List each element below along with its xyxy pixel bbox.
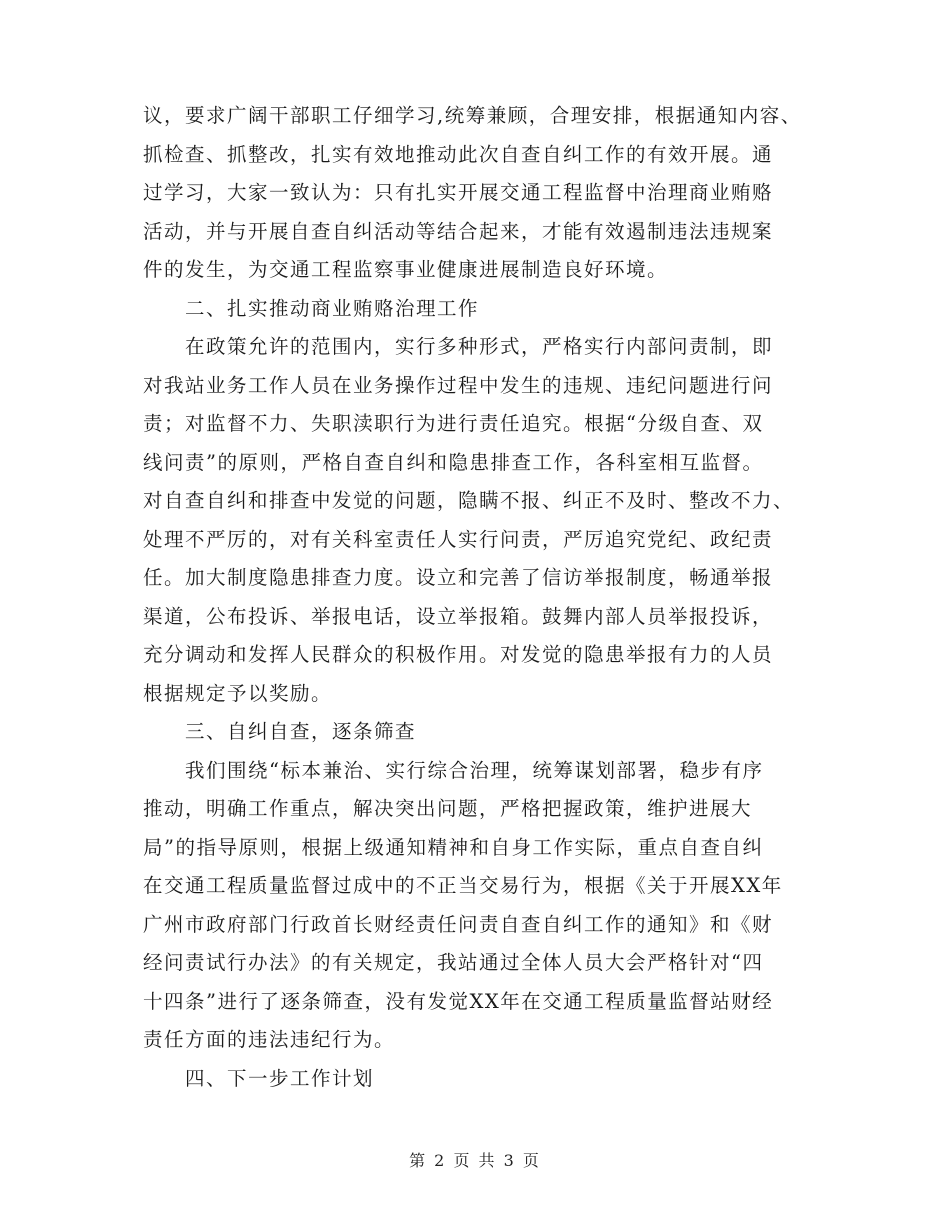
page-number-footer: 第 2 页 共 3 页 — [409, 1151, 541, 1170]
text-line: 在交通工程质量监督过成中的不正当交易行为，根据《关于开展XX年 — [143, 874, 783, 897]
text-line: 过学习，大家一致认为：只有扎实开展交通工程监督中治理商业贿赂 — [143, 181, 774, 204]
text-line: 抓检查、抓整改，扎实有效地推动此次自查自纠工作的有效开展。通 — [143, 142, 774, 166]
text-line: 充分调动和发挥人民群众的积极作用。对发觉的隐患举报有力的人员 — [143, 643, 774, 666]
text-line: 件的发生，为交通工程监察事业健康进展制造良好环境。 — [143, 258, 669, 281]
text-line: 任。加大制度隐患排查力度。设立和完善了信访举报制度，畅通举报 — [143, 566, 774, 589]
text-line: 局”的指导原则，根据上级通知精神和自身工作实际，重点自查自纠 — [143, 835, 764, 859]
section-heading-3: 三、自纠自查，逐条筛查 — [185, 720, 417, 743]
text-line: 对我站业务工作人员在业务操作过程中发生的违规、违纪问题进行问 — [143, 373, 774, 397]
text-line: 我们围绕“标本兼治、实行综合治理，统筹谋划部署，稳步有序 — [185, 758, 764, 782]
text-line: 根据规定予以奖励。 — [143, 681, 333, 705]
text-line: 处理不严厉的，对有关科室责任人实行问责，严厉追究党纪、政纪责 — [143, 527, 774, 551]
section-heading-2: 二、扎实推动商业贿赂治理工作 — [185, 296, 480, 320]
text-line: 广州市政府部门行政首长财经责任问责自查自纠工作的通知》和《财 — [143, 912, 774, 936]
text-line: 在政策允许的范围内，实行多种形式，严格实行内部问责制，即 — [185, 335, 774, 358]
text-line: 线问责”的原则，严格自查自纠和隐患排查工作，各科室相互监督。 — [143, 450, 764, 474]
text-line: 十四条”进行了逐条筛查，没有发觉XX年在交通工程质量监督站财经 — [143, 989, 774, 1013]
text-line: 渠道，公布投诉、举报电话，设立举报箱。鼓舞内部人员举报投诉， — [143, 604, 774, 628]
text-line: 议，要求广阔干部职工仔细学习,统筹兼顾，合理安排，根据通知内容、 — [143, 104, 802, 127]
text-line: 活动，并与开展自查自纠活动等结合起来，才能有效遏制违法违规案 — [143, 219, 774, 243]
text-line: 推动，明确工作重点，解决突出问题，严格把握政策，维护进展大 — [143, 797, 753, 820]
text-line: 经问责试行办法》的有关规定，我站通过全体人员大会严格针对“四 — [143, 951, 764, 974]
section-heading-4: 四、下一步工作计划 — [185, 1066, 375, 1090]
text-line: 对自查自纠和排查中发觉的问题，隐瞒不报、纠正不及时、整改不力、 — [143, 489, 795, 512]
text-line: 责任方面的违法违纪行为。 — [143, 1028, 396, 1051]
document-body — [143, 97, 823, 1098]
text-line: 责；对监督不力、失职渎职行为进行责任追究。根据“分级自查、双 — [143, 412, 764, 435]
